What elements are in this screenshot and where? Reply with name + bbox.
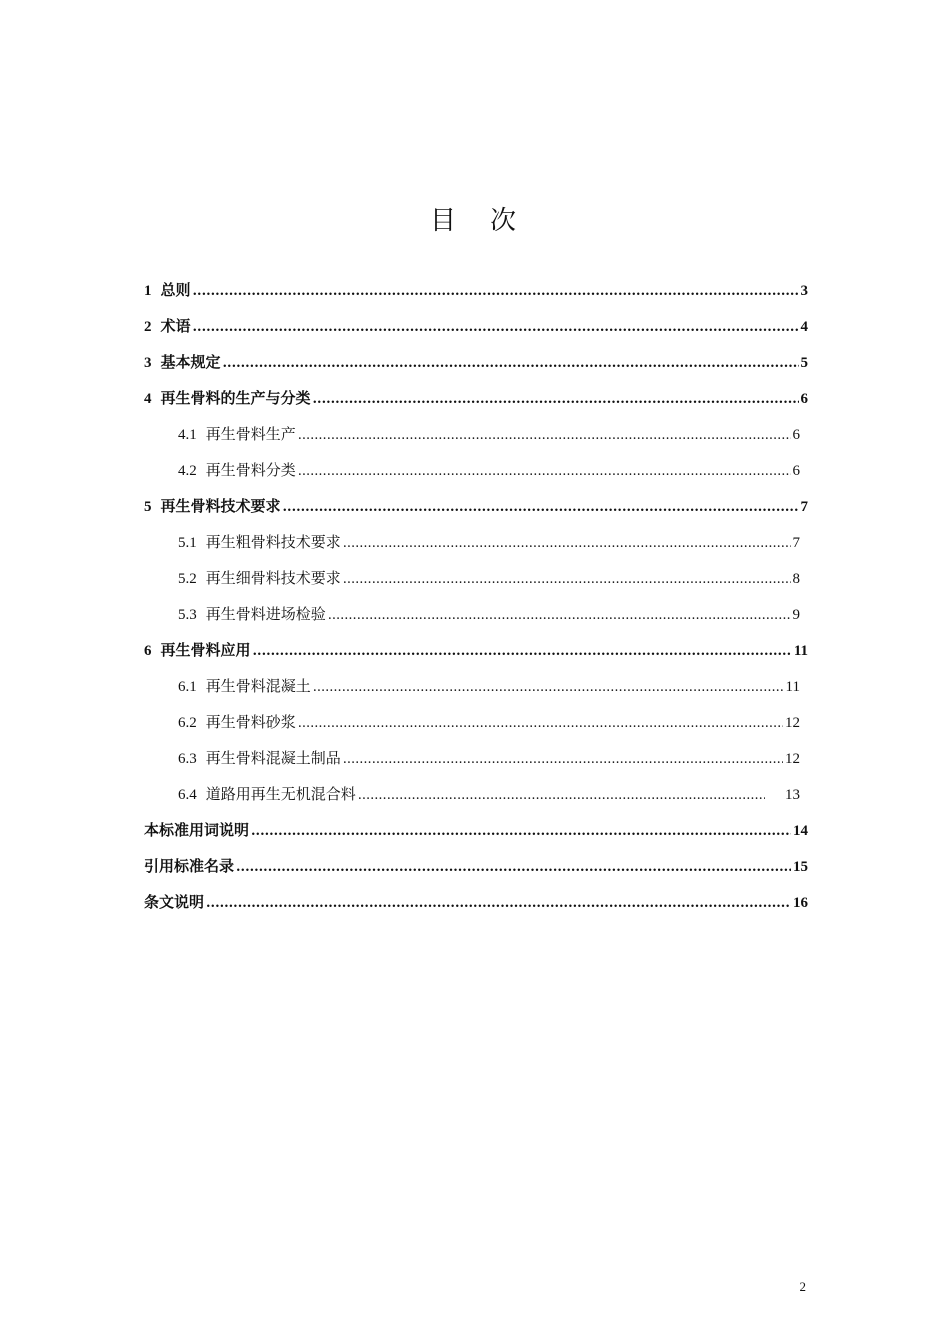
toc-entry-number: 4	[144, 391, 152, 407]
toc-entry-page: 3	[800, 283, 808, 299]
toc-dot-leader	[313, 668, 784, 706]
toc-subentry[interactable]	[144, 560, 808, 596]
toc-entry-label: 引用标准名录	[144, 857, 235, 875]
toc-entry[interactable]	[144, 632, 808, 668]
toc-subentry[interactable]	[144, 668, 808, 704]
toc-subentry[interactable]	[144, 452, 808, 488]
toc-entry-page: 7	[792, 535, 800, 551]
toc-entry-number: 1	[144, 283, 152, 299]
toc-entry-label: 再生骨料生产	[205, 425, 296, 443]
toc-subentry[interactable]	[144, 704, 808, 740]
toc-entry-label: 道路用再生无机混合料	[205, 785, 356, 803]
toc-entry-page: 6	[792, 427, 800, 443]
toc-entry-number: 5.2	[178, 571, 197, 587]
toc-entry-page: 5	[800, 355, 808, 371]
toc-entry-number: 6.4	[178, 787, 197, 803]
toc-subentry[interactable]	[144, 740, 808, 776]
toc-entry-page: 12	[785, 715, 800, 731]
toc-dot-leader	[236, 848, 791, 886]
toc-subentry[interactable]	[144, 416, 808, 452]
toc-entry-page: 15	[793, 859, 808, 875]
toc-entry-page: 6	[800, 391, 808, 407]
toc-dot-leader	[298, 452, 791, 490]
toc-entry-page: 13	[785, 787, 800, 803]
toc-entry-label: 再生骨料的生产与分类	[160, 389, 311, 407]
toc-dot-leader	[223, 344, 799, 382]
toc-entry-page: 11	[793, 643, 808, 659]
toc-entry[interactable]	[144, 344, 808, 380]
toc-entry[interactable]	[144, 272, 808, 308]
toc-entry-label: 再生骨料混凝土制品	[205, 749, 341, 767]
toc-entry-page: 7	[800, 499, 808, 515]
toc-entry-number: 6.1	[178, 679, 197, 695]
toc-entry-number: 4.2	[178, 463, 197, 479]
page-number: 2	[799, 1279, 806, 1294]
toc-dot-leader	[298, 416, 791, 454]
toc-entry-label: 再生骨料分类	[205, 461, 296, 479]
toc-entry-page: 11	[785, 679, 800, 695]
toc-entry-label: 条文说明	[144, 893, 205, 911]
toc-subentry[interactable]	[144, 524, 808, 560]
toc-dot-leader	[328, 596, 791, 634]
toc-entry-label: 基本规定	[160, 353, 221, 371]
toc-entry-number: 5.3	[178, 607, 197, 623]
toc-entry-page: 16	[793, 895, 808, 911]
toc-entry-label: 术语	[160, 317, 191, 335]
toc-entry-label: 本标准用词说明	[144, 821, 250, 839]
toc-entry-page: 12	[785, 751, 800, 767]
table-of-contents	[144, 272, 808, 920]
toc-entry-label: 再生骨料应用	[160, 641, 251, 659]
toc-dot-leader	[251, 812, 791, 850]
toc-entry-number: 2	[144, 319, 152, 335]
toc-dot-leader	[343, 740, 783, 778]
toc-entry-label: 总则	[160, 281, 191, 299]
toc-dot-leader	[253, 632, 792, 670]
toc-dot-leader	[193, 272, 799, 310]
toc-entry-label: 再生骨料砂浆	[205, 713, 296, 731]
toc-entry[interactable]	[144, 812, 808, 848]
toc-entry-number: 4.1	[178, 427, 197, 443]
toc-entry-number: 6.2	[178, 715, 197, 731]
toc-entry-page: 4	[800, 319, 808, 335]
toc-dot-leader	[313, 380, 799, 418]
toc-subentry[interactable]	[144, 776, 808, 812]
toc-dot-leader	[298, 704, 783, 742]
toc-entry-page: 8	[792, 571, 800, 587]
toc-entry-label: 再生骨料技术要求	[160, 497, 281, 515]
toc-entry-label: 再生骨料混凝土	[205, 677, 311, 695]
toc-entry-label: 再生粗骨料技术要求	[205, 533, 341, 551]
toc-dot-leader	[343, 560, 791, 598]
toc-entry[interactable]	[144, 308, 808, 344]
toc-entry-label: 再生细骨料技术要求	[205, 569, 341, 587]
toc-entry-number: 5.1	[178, 535, 197, 551]
toc-dot-leader	[206, 884, 791, 922]
toc-entry-page: 9	[792, 607, 800, 623]
toc-entry[interactable]	[144, 884, 808, 920]
toc-entry-page: 6	[792, 463, 800, 479]
toc-entry[interactable]	[144, 488, 808, 524]
toc-entry-number: 6.3	[178, 751, 197, 767]
toc-entry-label: 再生骨料进场检验	[205, 605, 326, 623]
toc-subentry[interactable]	[144, 596, 808, 632]
toc-dot-leader	[343, 524, 791, 562]
toc-entry-number: 6	[144, 643, 152, 659]
toc-dot-leader	[193, 308, 799, 346]
toc-entry[interactable]	[144, 380, 808, 416]
toc-entry-number: 5	[144, 499, 152, 515]
toc-entry[interactable]	[144, 848, 808, 884]
toc-entry-page: 14	[793, 823, 808, 839]
toc-entry-number: 3	[144, 355, 152, 371]
page-title: 目 次	[429, 206, 520, 236]
toc-dot-leader	[358, 776, 765, 814]
toc-dot-leader	[283, 488, 799, 526]
